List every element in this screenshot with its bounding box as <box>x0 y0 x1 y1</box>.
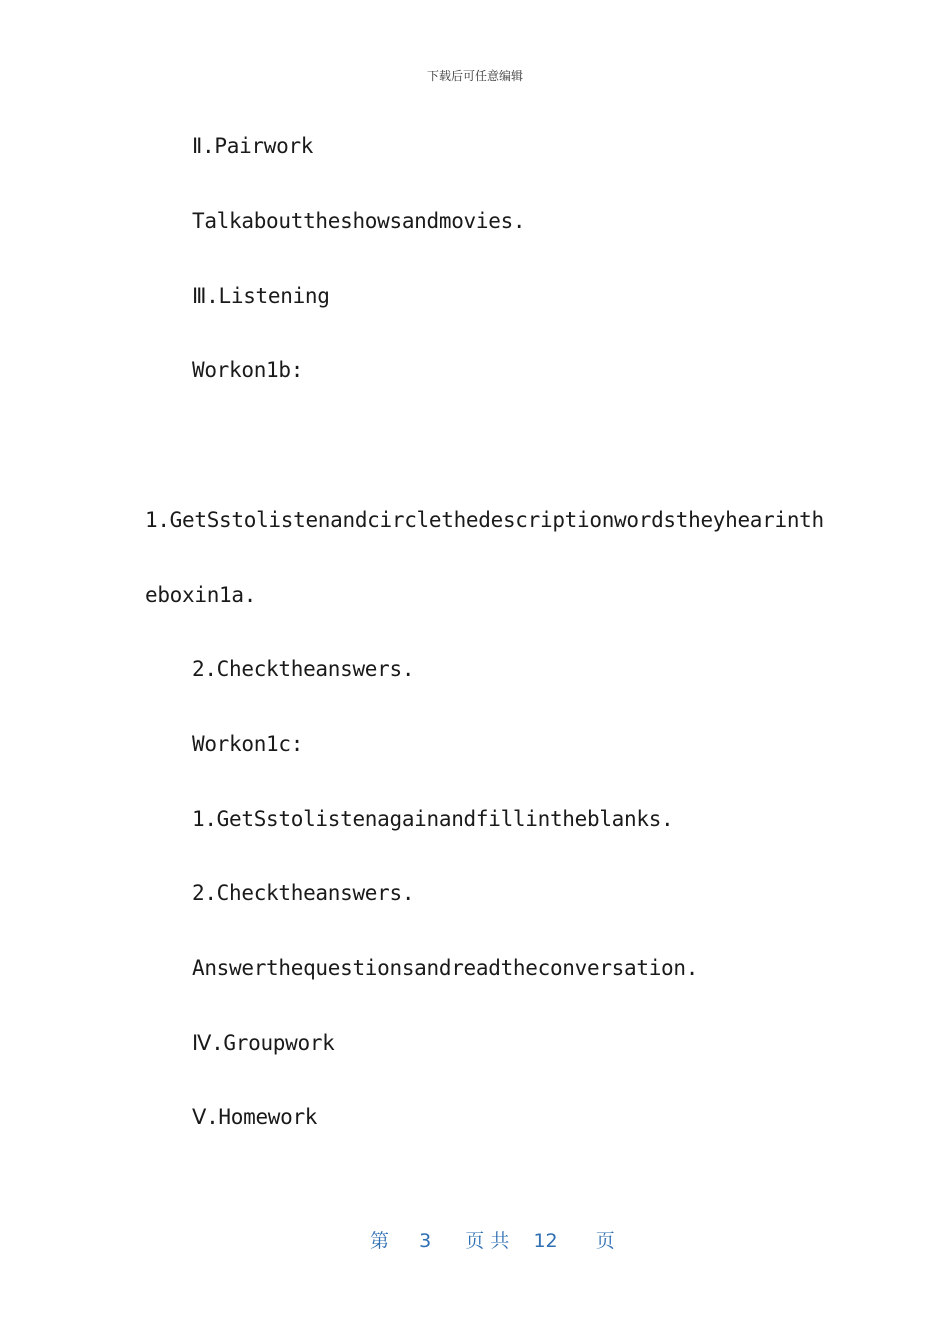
body-line: 1.GetSstolistenagainandfillintheblanks. <box>192 807 674 831</box>
body-line: Talkabouttheshowsandmovies. <box>192 209 526 233</box>
body-line: 1.GetSstolistenandcirclethedescriptionwordstheyhearinth <box>145 508 824 532</box>
section-heading-groupwork: Ⅳ.Groupwork <box>192 1031 335 1055</box>
body-line: eboxin1a. <box>145 583 257 607</box>
page-footer <box>370 1226 615 1253</box>
footer-total-pages: 12 <box>533 1230 558 1252</box>
body-line: Answerthequestionsandreadtheconversation. <box>192 956 699 980</box>
footer-current-page: 3 <box>419 1230 432 1252</box>
body-line: 2.Checktheanswers. <box>192 881 415 905</box>
page-header: 下载后可任意编辑 <box>426 69 523 83</box>
body-line: Workon1c: <box>192 732 304 756</box>
section-heading-pairwork: Ⅱ.Pairwork <box>192 134 314 158</box>
body-line: 2.Checktheanswers. <box>192 657 415 681</box>
footer-ye-gong: 页 共 <box>465 1230 510 1252</box>
body-line: Workon1b: <box>192 358 304 382</box>
section-heading-homework: Ⅴ.Homework <box>192 1105 318 1129</box>
footer-di: 第 <box>370 1230 390 1252</box>
footer-ye: 页 <box>595 1230 615 1252</box>
section-heading-listening: Ⅲ.Listening <box>192 284 330 308</box>
